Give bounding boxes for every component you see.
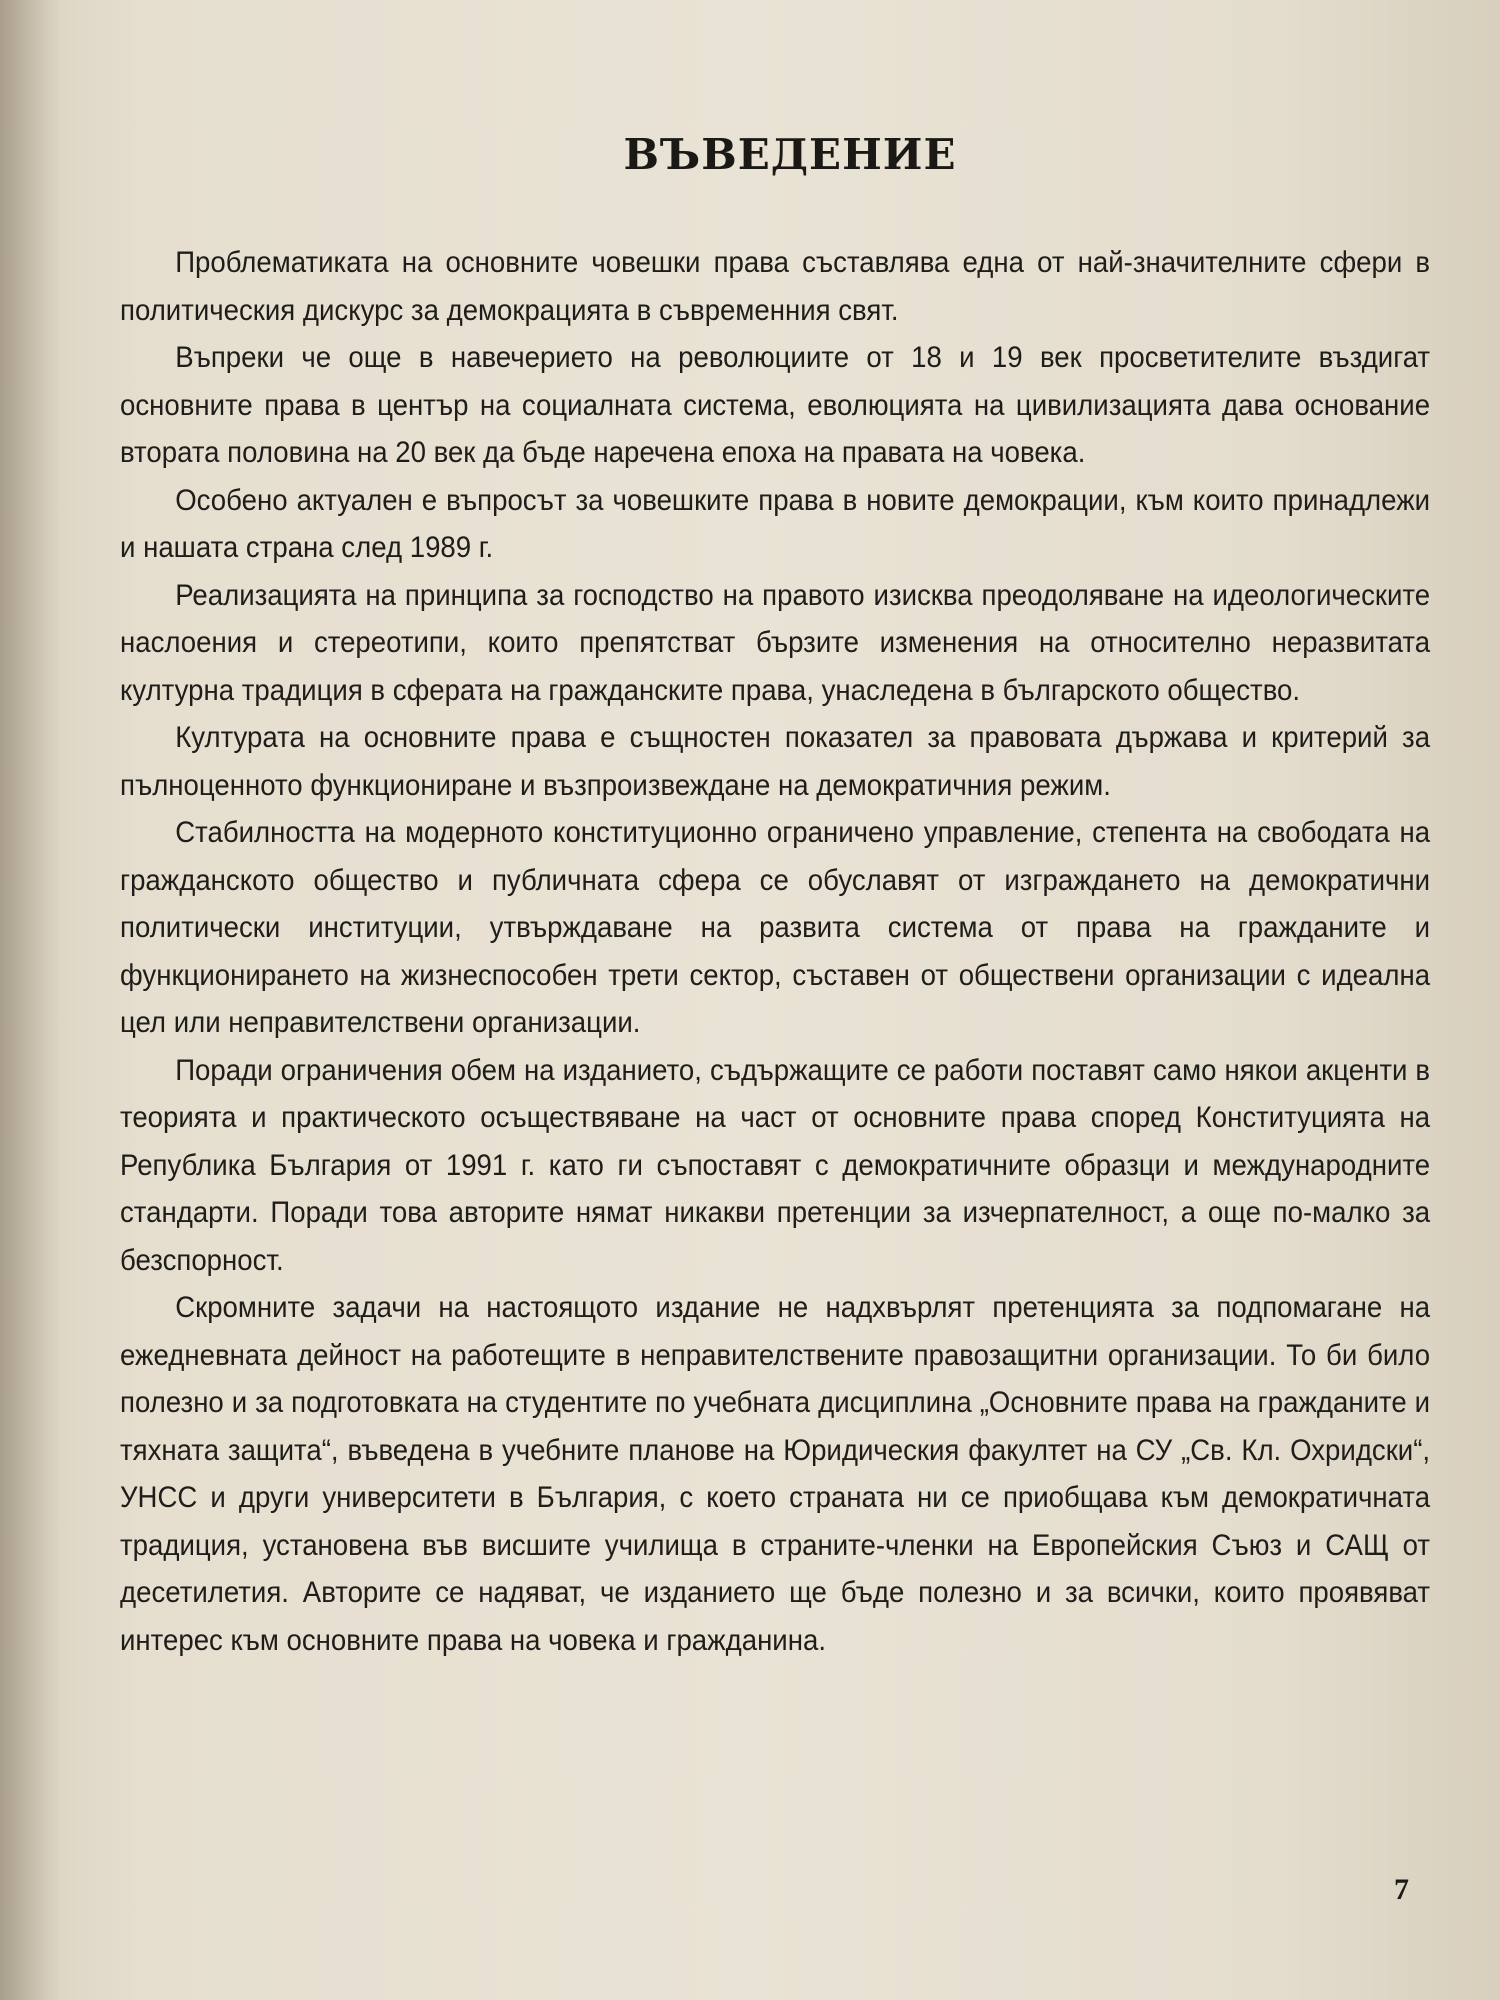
paragraph: Реализацията на принципа за господство на правото изисква преодоляване на идеологическите наслоения и стереотипи, които препятстват бързите изменения на относително неразвитата културна традиция в сферата на гражданските права, унаследена в българското общество.	[120, 578, 1431, 707]
chapter-title: ВЪВЕДЕНИЕ	[623, 130, 957, 179]
paragraph: Стабилността на модерното конституционно ограничено управление, степента на свободата на гражданското общество и публичната сфера се обуславят от изграждането на демократични политически институции, утвърждаване на развита система от права на гражданите и функционирането на жизнеспособен трети сектор, съставен от обществени организации с идеална цел или неправителствени организации.	[120, 816, 1431, 1039]
paragraph: Поради ограничения обем на изданието, съдържащите се работи поставят само някои акценти в теорията и практическото осъществяване на част от основните права според Конституцията на Република България от 1991 г. като ги съпоставят с демократичните образци и международните стандарти. Поради това авторите нямат никакви претенции за изчерпателност, а още по-малко за безспорност.	[120, 1053, 1431, 1277]
body-text	[120, 239, 1430, 1664]
page-number: 7	[1394, 1873, 1409, 1906]
paragraph: Скромните задачи на настоящото издание не надхвърлят претенцията за подпомагане на ежедневната дейност на работещите в неправителствените правозащитни организации. То би било полезно и за подготовката на студентите по учебната дисциплина „Основните права на гражданите и тяхната защита“, въведена в учебните планове на Юридическия факултет на СУ „Св. Кл. Охридски“, УНСС и други университети в България, с което страната ни се приобщава към демократичната традиция, установена във висшите училища в страните-членки на Европейския Съюз и САЩ от десетилетия. Авторите се надяват, че изданието ще бъде полезно и за всички, които проявяват интерес към основните права на човека и гражданина.	[120, 1291, 1431, 1657]
paragraph: Въпреки че още в навечерието на революциите от 18 и 19 век просветителите въздигат основните права в център на социалната система, еволюцията на цивилизацията дава основание втората половина на 20 век да бъде наречена епоха на правата на човека.	[120, 341, 1431, 469]
book-page	[120, 130, 1430, 1950]
page-spine-shadow	[0, 0, 60, 2000]
paragraph: Културата на основните права е същностен показател за правовата държава и критерий за пълноценното функциониране и възпроизвеждане на демократичния режим.	[120, 721, 1431, 802]
paragraph: Особено актуален е въпросът за човешките права в новите демокрации, към които принадлежи и нашата страна след 1989 г.	[120, 483, 1431, 564]
paragraph: Проблематиката на основните човешки права съставлява една от най-значителните сфери в политическия дискурс за демокрацията в съвременния свят.	[120, 246, 1431, 327]
